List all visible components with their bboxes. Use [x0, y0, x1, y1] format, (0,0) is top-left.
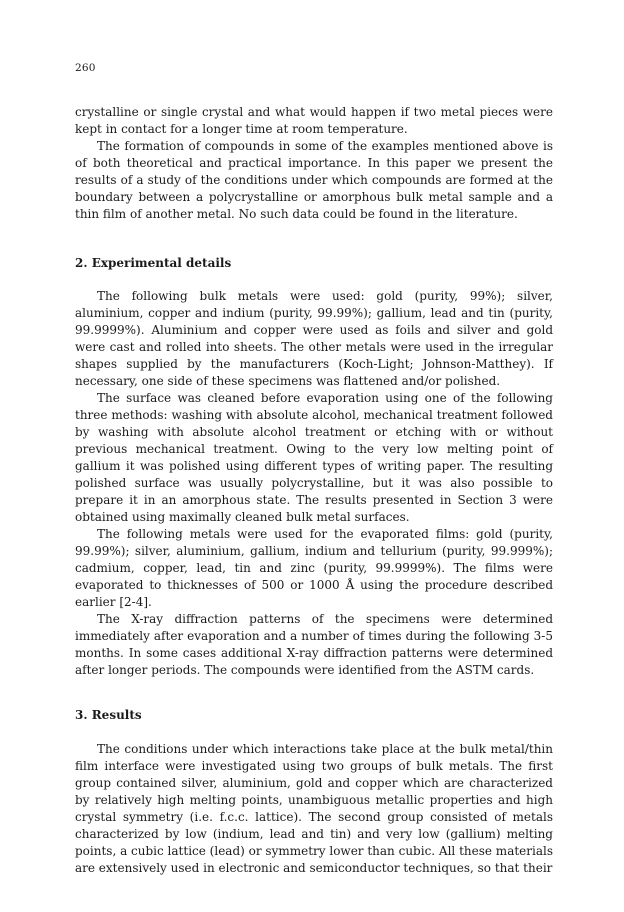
body-text	[75, 104, 553, 877]
section-2-heading: 2. Experimental details	[75, 256, 232, 270]
section-3-paragraph-1: The conditions under which interactions take place at the bulk metal/thin film interface were investigated using two groups of bulk metals. The first group contained silver, aluminium, gold and copper which are characterized by relatively high melting points, unambiguous metallic properties and high crystal symmetry (i.e. f.c.c. lattice). The second group consisted of metals characterized by low (indium, lead and tin) and very low (gallium) melting points, a cubic lattice (lead) or symmetry lower than cubic. All these materials are extensively used in electronic and semiconductor techniques, so that their	[75, 742, 553, 875]
section-2-paragraph-1: The following bulk metals were used: gold (purity, 99%); silver, aluminium, copper and indium (purity, 99.99%); gallium, lead and tin (purity, 99.9999%). Aluminium and copper were used as foils and silver and gold were cast and rolled into sheets. The other metals were used in the irregular shapes supplied by the manufacturers (Koch-Light; Johnson-Matthey). If necessary, one side of these specimens was flattened and/or polished.	[75, 289, 553, 388]
section-2-paragraph-4: The X-ray diffraction patterns of the specimens were determined immediately after evaporation and a number of times during the following 3-5 months. In some cases additional X-ray diffraction patterns were determined after longer periods. The compounds were identified from the ASTM cards.	[75, 612, 553, 677]
page-number: 260	[75, 62, 96, 74]
section-3-heading: 3. Results	[75, 708, 142, 722]
section-2-paragraph-3: The following metals were used for the evaporated films: gold (purity, 99.99%); silver, aluminium, gallium, indium and tellurium (purity, 99.999%); cadmium, copper, lead, tin and zinc (purity, 99.9999%). The films were evaporated to thicknesses of 500 or 1000 Å using the procedure described earlier [2-4].	[75, 527, 553, 609]
intro-paragraph-2: The formation of compounds in some of the examples mentioned above is of both theoretical and practical importance. In this paper we present the results of a study of the conditions under which compounds are formed at the boundary between a polycrystalline or amorphous bulk metal sample and a thin film of another metal. No such data could be found in the literature.	[75, 139, 553, 221]
section-2-paragraph-2: The surface was cleaned before evaporation using one of the following three methods: washing with absolute alcohol, mechanical treatment followed by washing with absolute alcohol treatment or etching with or without previous mechanical treatment. Owing to the very low melting point of gallium it was polished using different types of writing paper. The resulting polished surface was usually polycrystalline, but it was also possible to prepare it in an amorphous state. The results presented in Section 3 were obtained using maximally cleaned bulk metal surfaces.	[75, 391, 553, 524]
intro-paragraph-1: crystalline or single crystal and what would happen if two metal pieces were kept in contact for a longer time at room temperature.	[75, 105, 553, 136]
